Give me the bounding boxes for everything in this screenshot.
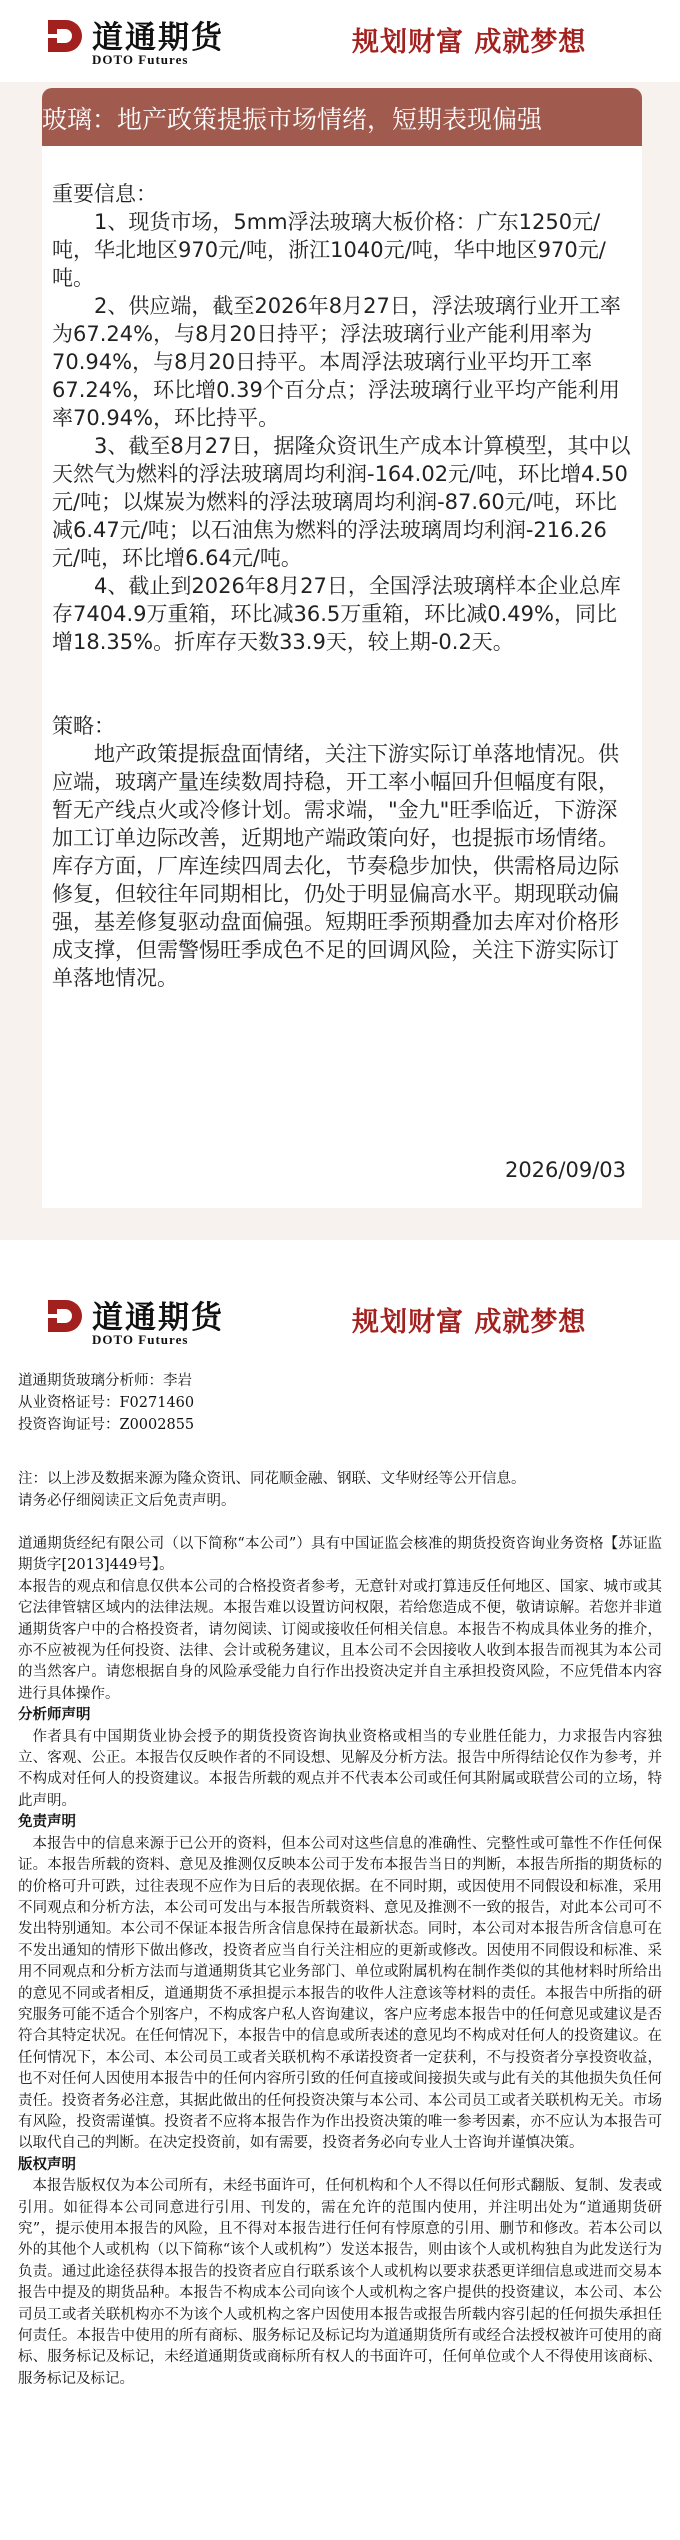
- disclaimer-page: [0, 1270, 680, 2540]
- report-title: 玻璃：地产政策提振市场情绪，短期表现偏强: [42, 105, 543, 134]
- data-source-note: [18, 1468, 658, 1512]
- report-card: [42, 146, 642, 1208]
- disclaimer-statement: 本报告中的信息来源于已公开的资料，但本公司对这些信息的准确性、完整性或可靠性不作任何保证。本报告所载的资料、意见及推测仅反映本公司于发布本报告当日的判断，本报告所指的期货标的的价格可升可跌，过往表现不应作为日后的表现依据。在不同时期，或因使用不同假设和标准，采用不同观点和分析方法，本公司可发出与本报告所载资料、意见及推测不一致的报告，对此本公司可不发出特别通知。本公司不保证本报告所含信息保持在最新状态。同时，本公司对本报告所含信息可在不发出通知的情形下做出修改，投资者应当自行关注相应的更新或修改。因使用不同假设和标准、采用不同观点和分析方法而与道通期货其它业务部门、单位或附属机构在制作类似的其他材料时所给出的意见不同或者相反，道通期货不承担提示本报告的收件人注意该等材料的责任。本报告中所指的研究服务可能不适合个别客户，不构成客户私人咨询建议，客户应考虑本报告中的任何意见或建议是否符合其特定状况。在任何情况下，本报告中的信息或所表述的意见均不构成对任何人的投资建议。在任何情况下，本公司、本公司员工或者关联机构不承诺投资者一定获利，不与投资者分享投资收益，也不对任何人因使用本报告中的任何内容所引致的任何直接或间接损失或与此有关的其他损失负任何责任。投资者务必注意，其据此做出的任何投资决策与本公司、本公司员工或者关联机构无关。市场有风险，投资需谨慎。投资者不应将本报告作为作出投资决策的唯一参考因素，亦不应认为本报告可以取代自己的判断。在决定投资前，如有需要，投资者务必向专业人士咨询并谨慎决策。: [18, 1835, 662, 2152]
- usage-paragraph: 本报告的观点和信息仅供本公司的合格投资者参考，无意针对或打算违反任何地区、国家、城市或其它法律管辖区域内的法律法规。本报告难以设置访问权限，若给您造成不便，敬请谅解。若您并非道通期货客户中的合格投资者，请勿阅读、订阅或接收任何相关信息。本报告不构成具体业务的推介，亦不应被视为任何投资、法律、会计或税务建议，且本公司不会因接收人收到本报告而视其为本公司的当然客户。请您根据自身的风险承受能力自行作出投资决定并自主承担投资风险，不应凭借本内容进行具体操作。: [18, 1578, 662, 1702]
- brand-name-en: DOTO Futures: [92, 52, 189, 67]
- copyright-statement: 本报告版权仅为本公司所有，未经书面许可，任何机构和个人不得以任何形式翻版、复制、发表或引用。如征得本公司同意进行引用、刊发的，需在允许的范围内使用，并注明出处为“道通期货研究”，提示使用本报告的风险，且不得对本报告进行任何有悖原意的引用、删节和修改。若本公司以外的其他个人或机构（以下简称“该个人或机构”）发送本报告，则由该个人或机构独自为此发送行为负责。通过此途径获得本报告的投资者应自行联系该个人或机构以要求获悉更详细信息或进而交易本报告中提及的期货品种。本报告不构成本公司向该个人或机构之客户提供的投资建议，本公司、本公司员工或者关联机构亦不为该个人或机构之客户因使用本报告或报告所载内容引起的任何损失承担任何责任。本报告中使用的所有商标、服务标记及标记均为道通期货所有或经合法授权被许可使用的商标、服务标记及标记，未经道通期货或商标所有权人的书面许可，任何单位或个人不得使用该商标、服务标记及标记。: [18, 2178, 662, 2387]
- strategy-heading: 策略：: [52, 714, 115, 738]
- page-header: [0, 0, 680, 82]
- brand-name: 道通期货: [92, 1300, 224, 1336]
- company-statement: 道通期货经纪有限公司（以下简称“本公司”）具有中国证监会核准的期货投资咨询业务资格【苏证监期货字[2013]449号】。: [18, 1536, 662, 1574]
- report-date: 2026/09/03: [504, 1158, 626, 1182]
- report-title-bar: [42, 88, 642, 146]
- analyst-name: 道通期货玻璃分析师：李岩: [18, 1373, 192, 1389]
- disclaimer-heading: 免责声明: [18, 1814, 76, 1831]
- info-heading: 重要信息：: [52, 182, 157, 206]
- info-item-4: 4、截止到2026年8月27日，全国浮法玻璃样本企业总库存7404.9万重箱，环比减36.5万重箱，环比减0.49%，同比增18.35%。折库存天数33.9天，较上期-0.2天。: [52, 574, 621, 654]
- qualification-number: 从业资格证号：F0271460: [18, 1395, 195, 1411]
- brand-slogan: 规划财富 成就梦想: [352, 1307, 587, 1338]
- info-item-3: 3、截至8月27日，据隆众资讯生产成本计算模型，其中以天然气为燃料的浮法玻璃周均利润-164.02元/吨，环比增4.50元/吨；以煤炭为燃料的浮法玻璃周均利润-87.60元/吨，环比减6.47元/吨；以石油焦为燃料的浮法玻璃周均利润-216.26元/吨，环比增6.64元/吨。: [52, 434, 631, 570]
- page-separator: [0, 1240, 680, 1270]
- info-item-1: 1、现货市场，5mm浮法玻璃大板价格：广东1250元/吨，华北地区970元/吨，浙江1040元/吨，华中地区970元/吨。: [52, 210, 606, 290]
- brand-name-en: DOTO Futures: [92, 1332, 189, 1347]
- analyst-statement: 作者具有中国期货业协会授予的期货投资咨询执业资格或相当的专业胜任能力，力求报告内容独立、客观、公正。本报告仅反映作者的不同设想、见解及分析方法。报告中所得结论仅作为参考，并不构成对任何人的投资建议。本报告所载的观点并不代表本公司或任何其附属或联营公司的立场，特此声明。: [18, 1728, 662, 1809]
- consulting-number: 投资咨询证号：Z0002855: [18, 1417, 195, 1433]
- report-body: [52, 180, 632, 992]
- analyst-info: [18, 1370, 658, 1436]
- legal-text: [18, 1534, 662, 2390]
- copyright-heading: 版权声明: [18, 2156, 76, 2173]
- analyst-statement-heading: 分析师声明: [18, 1707, 91, 1724]
- read-disclaimer-line: 请务必仔细阅读正文后免责声明。: [18, 1493, 236, 1509]
- info-item-2: 2、供应端，截至2026年8月27日，浮法玻璃行业开工率为67.24%，与8月20日持平；浮法玻璃行业产能利用率为70.94%，与8月20日持平。本周浮法玻璃行业平均开工率67.24%，环比增0.39个百分点；浮法玻璃行业平均产能利用率70.94%，环比持平。: [52, 294, 621, 430]
- strategy-text: 地产政策提振盘面情绪，关注下游实际订单落地情况。供应端，玻璃产量连续数周持稳，开工率小幅回升但幅度有限，暂无产线点火或冷修计划。需求端，"金九"旺季临近，下游深加工订单边际改善，近期地产端政策向好，也提振市场情绪。库存方面，厂库连续四周去化，节奏稳步加快，供需格局边际修复，但较往年同期相比，仍处于明显偏高水平。期现联动偏强，基差修复驱动盘面偏强。短期旺季预期叠加去库对价格形成支撑，但需警惕旺季成色不足的回调风险，关注下游实际订单落地情况。: [52, 742, 619, 990]
- source-line: 注：以上涉及数据来源为隆众资讯、同花顺金融、钢联、文华财经等公开信息。: [18, 1471, 526, 1487]
- page-header-2: [0, 1270, 680, 1350]
- brand-name: 道通期货: [92, 20, 224, 56]
- doto-logo-icon: [44, 16, 84, 56]
- doto-logo-icon: [44, 1296, 84, 1336]
- brand-slogan: 规划财富 成就梦想: [352, 27, 587, 58]
